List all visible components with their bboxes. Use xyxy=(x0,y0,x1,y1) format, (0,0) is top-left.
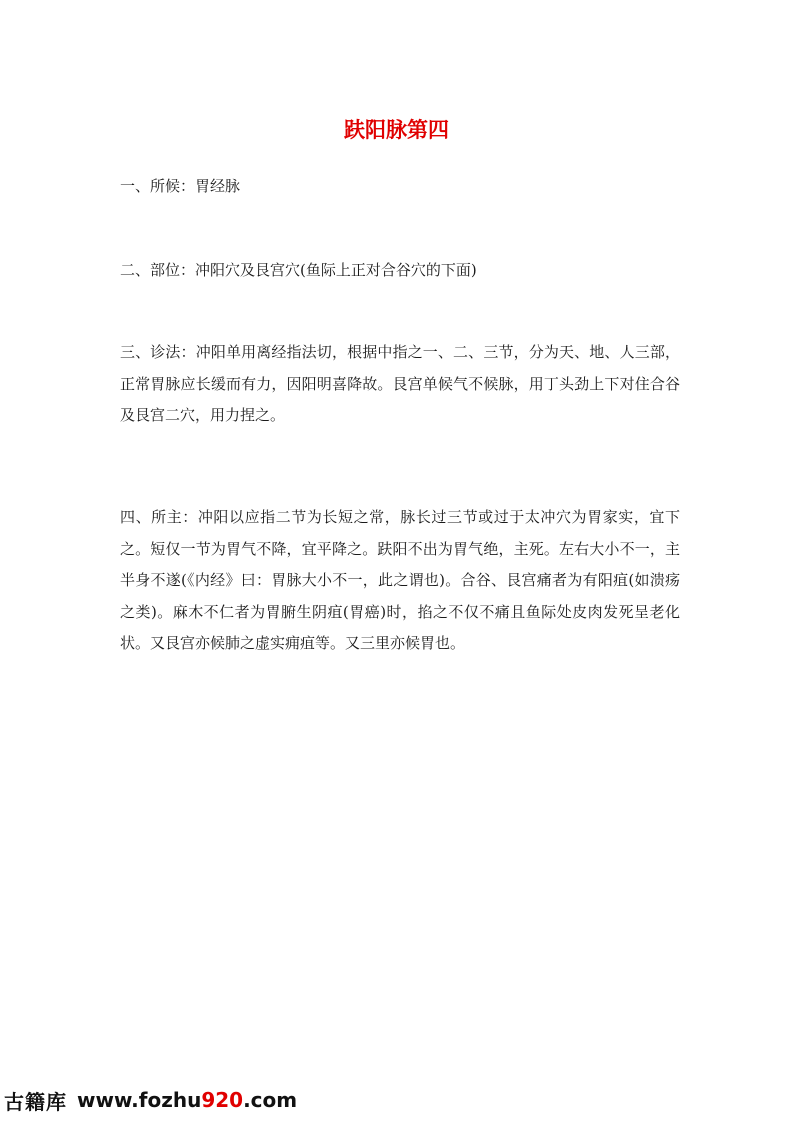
footer-url-prefix: www.fozhu xyxy=(77,1088,202,1112)
footer-url[interactable] xyxy=(77,1088,297,1112)
page-title: 趺阳脉第四 xyxy=(344,118,449,143)
paragraph-indications-main: 四、所主：冲阳以应指二节为长短之常，脉长过三节或过于太冲穴为胃家实，宜下之。短仅一节为胃气不降，宜平降之。趺阳不出为胃气绝，主死。左右大小不一，主半身不遂(《内经》曰：胃脉大小不一，此之谓也)。合谷、艮宫痛者为有阳疽(如溃疡之类)。麻木不仁者为胃腑生阴疽(胃癌)时，掐之不仅不痛且鱼际处皮肉发死呈老化状。又艮宫亦候肺之虚实痈疽等。又三里亦候胃也。 xyxy=(120,508,680,652)
paragraph-location: 二、部位：冲阳穴及艮宫穴(鱼际上正对合谷穴的下面) xyxy=(120,261,477,279)
footer-url-number: 920 xyxy=(201,1088,244,1112)
footer-url-suffix: .com xyxy=(243,1088,298,1112)
footer-brand: 古籍库 xyxy=(4,1089,67,1114)
paragraph-diagnosis-method: 三、诊法：冲阳单用离经指法切，根据中指之一、二、三节，分为天、地、人三部，正常胃脉应长缓而有力，因阳明喜降故。艮宫单候气不候脉，用丁头劲上下对住合谷及艮宫二穴，用力捏之。 xyxy=(120,343,680,424)
footer-watermark xyxy=(4,1084,297,1116)
paragraph-indications: 一、所候：胃经脉 xyxy=(120,177,241,195)
